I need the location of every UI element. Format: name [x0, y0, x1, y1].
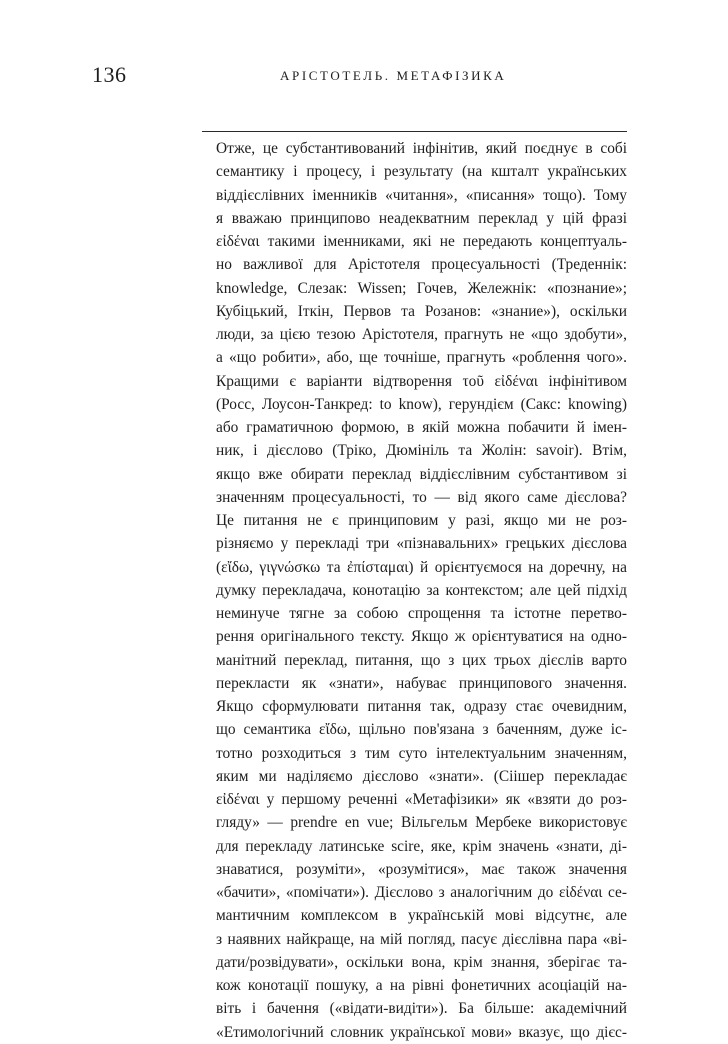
text-line: я вважаю принципово неадекватним переклад у цій фразі	[216, 209, 627, 227]
text-line: думку перекладача, конотацію за контекстом; але цей підхід	[216, 581, 627, 599]
running-head	[92, 62, 632, 88]
text-line: εἰδέναι такими іменниками, які не передають концептуаль-	[216, 233, 627, 250]
text-line: неминуче тягне за собою спрощення та істотне перетво-	[216, 605, 627, 622]
text-line: но важливої для Арістотеля процесуальності (Треденнік:	[216, 256, 627, 274]
text-line: knowledge, Слезак: Wissen; Гочев, Жележнік: «познание»;	[216, 279, 627, 297]
text-line: Кубіцький, Іткін, Первов та Розанов: «знание»), оскільки	[216, 302, 627, 320]
text-line: Кращими є варіанти відтворення τοῦ εἰδέναι інфінітивом	[216, 372, 627, 390]
text-line: або граматичною формою, в якій можна побачити й імен-	[216, 419, 627, 436]
page-number: 136	[92, 62, 127, 87]
text-line: з наявних найкраще, на мій погляд, пасує дієслівна пара «ві-	[216, 930, 627, 948]
text-line: семантику і процесу, і результату (на кшталт українських	[216, 163, 627, 181]
text-line: гляду» — prendre en vue; Вільгельм Мербеке використовує	[216, 814, 627, 832]
text-line: дати/розвідувати», оскільки вона, крім знання, зберігає та-	[216, 953, 627, 971]
text-line: тотно розходиться з тим суто інтелектуальним значенням,	[216, 744, 627, 762]
text-line: знаватися, розуміти», «розумітися», має також значення	[216, 860, 627, 878]
text-line: «бачити», «помічати»). Дієслово з аналогічним до εἰδέναι се-	[216, 884, 627, 901]
text-line: (Росс, Лоусон-Танкред: to know), герундієм (Сакс: knowing)	[216, 395, 627, 413]
text-line: Це питання не є принциповим у разі, якщо ми не роз-	[216, 512, 627, 529]
text-line: якщо вже обирати переклад віддієслівним субстантивом зі	[216, 465, 627, 483]
text-line: εἰδέναι у першому реченні «Метафізики» як «взяти до роз-	[216, 791, 627, 808]
text-line: різняємо у перекладі три «пізнавальних» грецьких дієслова	[216, 535, 627, 553]
text-line: для перекладу латинське scire, яке, крім значень «знати, ді-	[216, 837, 627, 855]
text-line: «Етимологічний словник української мови» вказує, що дієс-	[216, 1023, 627, 1041]
text-line: мантичним комплексом в українській мові відсутнє, але	[216, 907, 627, 925]
text-line: манітний переклад, питання, що з цих трьох дієслів варто	[216, 651, 627, 669]
text-line: рення оригінального тексту. Якщо ж орієнтуватися на одно-	[216, 628, 627, 646]
text-line: а «що робити», або, ще точніше, прагнуть «роблення чого».	[216, 349, 627, 367]
text-line: Якщо сформулювати питання так, одразу стає очевидним,	[216, 698, 627, 715]
text-line: кож конотації пошуку, а на рівні фонетичних асоціацій на-	[216, 977, 627, 994]
header-divider	[202, 131, 627, 132]
text-line: (εἴδω, γιγνώσκω та ἐπίσταμαι) й орієнтуємося на доречну, на	[216, 558, 627, 576]
book-title: АРІСТОТЕЛЬ. МЕТАФІЗИКА	[280, 68, 507, 83]
text-line: що семантика εἴδω, щільно пов'язана з баченням, дуже іс-	[216, 721, 627, 739]
text-line: люди, за цією тезою Арістотеля, прагнуть не «що здобути»,	[216, 326, 627, 343]
text-line: перекласти як «знати», набуває принципового значення.	[216, 674, 627, 692]
body-text	[216, 137, 627, 1044]
text-line: віддієслівних іменників «читання», «писання» тощо). Тому	[216, 186, 627, 204]
text-line: яким ми наділяємо дієслово «знати». (Сіішер перекладає	[216, 767, 627, 785]
text-line: Отже, це субстантивований інфінітив, який поєднує в собі	[216, 140, 627, 157]
text-line: ник, і дієслово (Тріко, Дюмініль та Жолін: savoir). Втім,	[216, 442, 627, 460]
text-line: віть і бачення («відати-видіти»). Ба більше: академічний	[216, 1000, 627, 1018]
text-line: значенням процесуальності, то — від якого саме дієслова?	[216, 488, 627, 506]
